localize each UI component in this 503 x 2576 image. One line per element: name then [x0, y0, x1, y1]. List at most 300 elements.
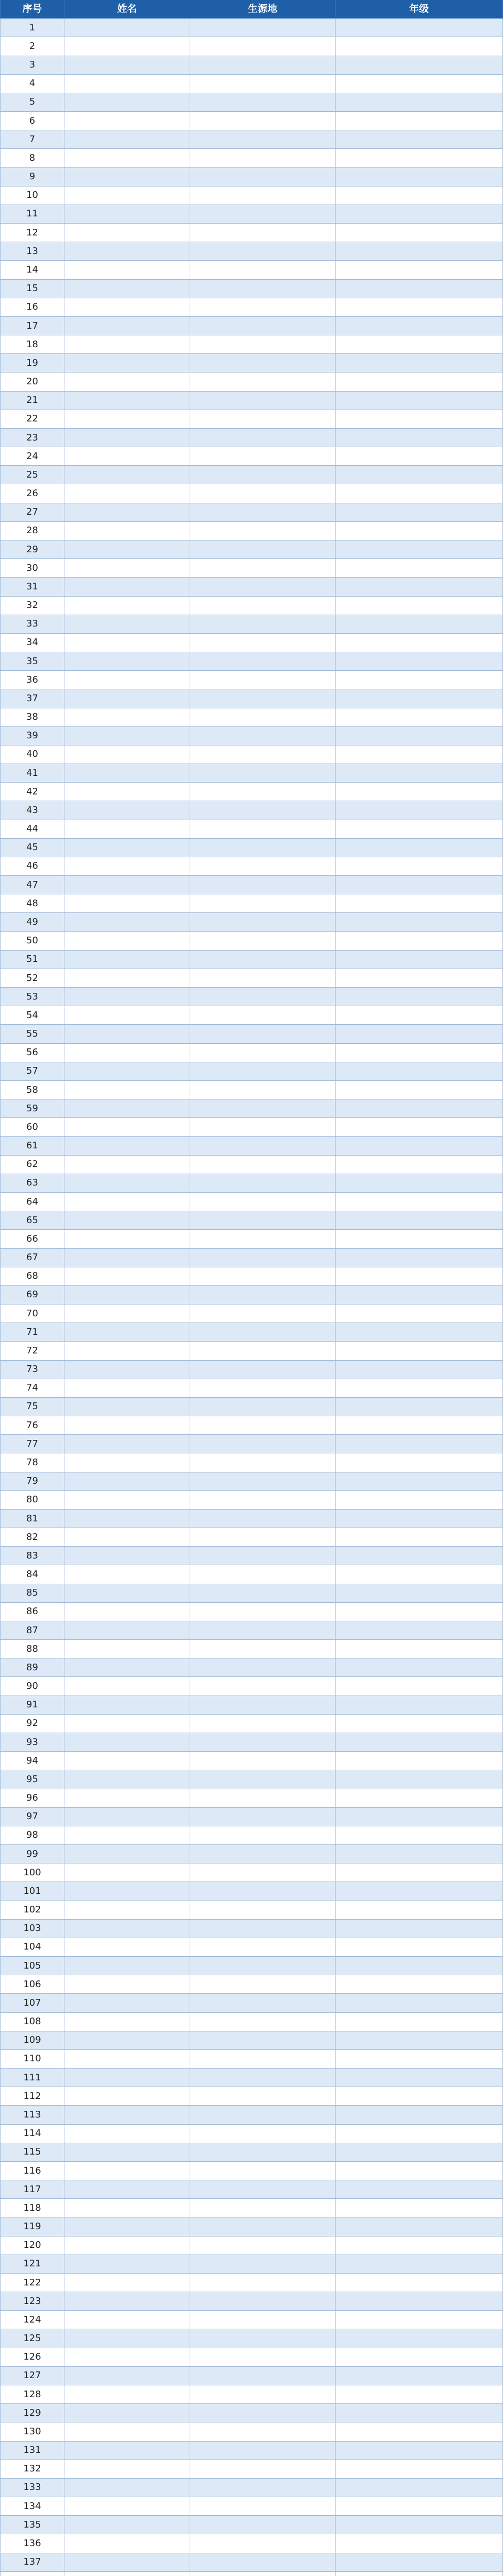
table-row: [0, 1808, 503, 1826]
row-index-cell: 7: [0, 130, 64, 149]
table-row: [0, 1845, 503, 1863]
student-grade-cell: [336, 2572, 503, 2576]
student-origin-cell: [190, 2422, 336, 2441]
student-origin-cell: [190, 2125, 336, 2143]
student-grade-cell: [336, 1062, 503, 1081]
student-origin-cell: [190, 2553, 336, 2572]
student-origin-cell: [190, 615, 336, 634]
row-index-cell: 64: [0, 1193, 64, 1211]
student-name-cell: [64, 2422, 190, 2441]
student-name-cell: [64, 1435, 190, 1453]
row-index-cell: 71: [0, 1323, 64, 1342]
table-row: [0, 801, 503, 820]
student-name-cell: [64, 1230, 190, 1248]
student-grade-cell: [336, 1211, 503, 1230]
table-row: [0, 1901, 503, 1920]
row-index-cell: 11: [0, 205, 64, 224]
row-index-cell: 62: [0, 1156, 64, 1174]
student-name-cell: [64, 1938, 190, 1957]
table-row: [0, 1677, 503, 1696]
table-row: [0, 503, 503, 522]
student-name-cell: [64, 969, 190, 988]
table-row: [0, 2292, 503, 2311]
student-origin-cell: [190, 2311, 336, 2329]
student-name-cell: [64, 1137, 190, 1155]
student-name-cell: [64, 2106, 190, 2124]
table-row: [0, 1062, 503, 1081]
row-index-cell: 110: [0, 2050, 64, 2069]
table-row: [0, 1603, 503, 1621]
student-origin-cell: [190, 372, 336, 391]
student-origin-cell: [190, 2031, 336, 2050]
student-name-cell: [64, 1118, 190, 1137]
student-origin-cell: [190, 2217, 336, 2236]
row-index-cell: 96: [0, 1789, 64, 1808]
row-index-cell: 129: [0, 2404, 64, 2422]
table-row: [0, 2516, 503, 2534]
row-index-cell: 13: [0, 242, 64, 261]
student-grade-cell: [336, 484, 503, 503]
student-origin-cell: [190, 1342, 336, 1360]
student-name-cell: [64, 168, 190, 187]
student-grade-cell: [336, 2553, 503, 2572]
student-grade-cell: [336, 894, 503, 913]
table-row: [0, 1491, 503, 1510]
student-name-cell: [64, 149, 190, 167]
table-row: [0, 317, 503, 335]
student-name-cell: [64, 187, 190, 205]
student-name-cell: [64, 2255, 190, 2274]
student-name-cell: [64, 484, 190, 503]
student-origin-cell: [190, 2329, 336, 2348]
table-row: [0, 2460, 503, 2479]
table-row: [0, 1975, 503, 1994]
table-row: [0, 429, 503, 447]
student-grade-cell: [336, 1994, 503, 2012]
row-index-cell: 41: [0, 764, 64, 783]
student-grade-cell: [336, 1547, 503, 1565]
table-row: [0, 1137, 503, 1155]
student-origin-cell: [190, 2236, 336, 2255]
student-origin-cell: [190, 1603, 336, 1621]
table-row: [0, 2442, 503, 2460]
student-name-cell: [64, 1044, 190, 1062]
student-name-cell: [64, 1249, 190, 1267]
table-row: [0, 2572, 503, 2576]
student-name-cell: [64, 2385, 190, 2404]
row-index-cell: 40: [0, 745, 64, 764]
student-name-cell: [64, 2442, 190, 2460]
table-row: [0, 2422, 503, 2441]
student-grade-cell: [336, 2348, 503, 2367]
student-origin-cell: [190, 1975, 336, 1994]
table-row: [0, 1472, 503, 1491]
student-grade-cell: [336, 1491, 503, 1510]
student-grade-cell: [336, 392, 503, 410]
student-name-cell: [64, 2087, 190, 2106]
student-grade-cell: [336, 2106, 503, 2124]
student-origin-cell: [190, 1882, 336, 1901]
table-row: [0, 1882, 503, 1901]
student-grade-cell: [336, 205, 503, 224]
row-index-cell: 95: [0, 1770, 64, 1789]
student-name-cell: [64, 1882, 190, 1901]
table-row: [0, 112, 503, 130]
table-row: [0, 1398, 503, 1416]
row-index-cell: 32: [0, 597, 64, 615]
student-origin-cell: [190, 168, 336, 187]
student-origin-cell: [190, 410, 336, 429]
student-grade-cell: [336, 1677, 503, 1696]
student-grade-cell: [336, 2087, 503, 2106]
student-grade-cell: [336, 969, 503, 988]
student-grade-cell: [336, 372, 503, 391]
table-row: [0, 988, 503, 1006]
student-name-cell: [64, 1901, 190, 1920]
row-index-cell: 51: [0, 951, 64, 969]
row-index-cell: 29: [0, 540, 64, 559]
student-origin-cell: [190, 19, 336, 37]
student-origin-cell: [190, 783, 336, 801]
student-name-cell: [64, 1957, 190, 1975]
student-grade-cell: [336, 2516, 503, 2534]
student-grade-cell: [336, 727, 503, 745]
row-index-cell: 84: [0, 1565, 64, 1584]
row-index-cell: 136: [0, 2534, 64, 2553]
row-index-cell: 37: [0, 689, 64, 708]
student-grade-cell: [336, 932, 503, 951]
student-name-cell: [64, 1453, 190, 1472]
student-grade-cell: [336, 2013, 503, 2031]
student-origin-cell: [190, 484, 336, 503]
row-index-cell: 102: [0, 1901, 64, 1920]
student-grade-cell: [336, 37, 503, 56]
student-origin-cell: [190, 1547, 336, 1565]
student-origin-cell: [190, 1584, 336, 1603]
table-row: [0, 1435, 503, 1453]
student-grade-cell: [336, 2422, 503, 2441]
student-name-cell: [64, 689, 190, 708]
table-row: [0, 597, 503, 615]
table-row: [0, 1733, 503, 1752]
row-index-cell: 78: [0, 1453, 64, 1472]
student-origin-cell: [190, 671, 336, 689]
row-index-cell: 68: [0, 1267, 64, 1286]
row-index-cell: 81: [0, 1510, 64, 1528]
row-index-cell: 17: [0, 317, 64, 335]
row-index-cell: 9: [0, 168, 64, 187]
row-index-cell: 89: [0, 1658, 64, 1677]
student-origin-cell: [190, 1565, 336, 1584]
student-name-cell: [64, 764, 190, 783]
table-row: [0, 689, 503, 708]
student-name-cell: [64, 1491, 190, 1510]
student-name-cell: [64, 1081, 190, 1099]
table-row: [0, 1379, 503, 1398]
row-index-cell: 5: [0, 93, 64, 112]
row-index-cell: 124: [0, 2311, 64, 2329]
student-grade-cell: [336, 242, 503, 261]
student-name-cell: [64, 2274, 190, 2292]
student-name-cell: [64, 1472, 190, 1491]
student-grade-cell: [336, 1323, 503, 1342]
row-index-cell: 94: [0, 1752, 64, 1770]
student-grade-cell: [336, 2199, 503, 2217]
student-grade-cell: [336, 708, 503, 727]
student-name-cell: [64, 1006, 190, 1025]
table-row: [0, 522, 503, 540]
header-cell-name: 姓名: [64, 0, 190, 19]
row-index-cell: 24: [0, 447, 64, 466]
student-grade-cell: [336, 1304, 503, 1323]
student-name-cell: [64, 839, 190, 857]
table-row: [0, 2013, 503, 2031]
student-grade-cell: [336, 261, 503, 279]
table-row: [0, 783, 503, 801]
student-name-cell: [64, 2497, 190, 2516]
table-row: [0, 634, 503, 652]
row-index-cell: 135: [0, 2516, 64, 2534]
student-origin-cell: [190, 130, 336, 149]
table-row: [0, 559, 503, 578]
student-origin-cell: [190, 932, 336, 951]
student-grade-cell: [336, 1640, 503, 1658]
student-origin-cell: [190, 2460, 336, 2479]
student-name-cell: [64, 2572, 190, 2576]
table-row: [0, 372, 503, 391]
table-row: [0, 1118, 503, 1137]
student-origin-cell: [190, 1491, 336, 1510]
table-row: [0, 75, 503, 93]
student-name-cell: [64, 317, 190, 335]
table-row: [0, 2479, 503, 2497]
student-name-cell: [64, 1621, 190, 1640]
student-grade-cell: [336, 820, 503, 839]
table-row: [0, 1584, 503, 1603]
student-grade-cell: [336, 1193, 503, 1211]
student-grade-cell: [336, 2217, 503, 2236]
student-grade-cell: [336, 634, 503, 652]
student-name-cell: [64, 634, 190, 652]
table-row: [0, 2236, 503, 2255]
student-name-cell: [64, 1528, 190, 1547]
student-grade-cell: [336, 1957, 503, 1975]
table-row: [0, 2180, 503, 2199]
student-grade-cell: [336, 1267, 503, 1286]
student-name-cell: [64, 19, 190, 37]
row-index-cell: 108: [0, 2013, 64, 2031]
table-row: [0, 652, 503, 671]
student-origin-cell: [190, 1267, 336, 1286]
row-index-cell: 119: [0, 2217, 64, 2236]
student-grade-cell: [336, 671, 503, 689]
row-index-cell: 1: [0, 19, 64, 37]
row-index-cell: 76: [0, 1416, 64, 1435]
student-origin-cell: [190, 2069, 336, 2087]
row-index-cell: 120: [0, 2236, 64, 2255]
row-index-cell: 60: [0, 1118, 64, 1137]
student-grade-cell: [336, 597, 503, 615]
student-name-cell: [64, 354, 190, 372]
row-index-cell: 38: [0, 708, 64, 727]
student-name-cell: [64, 1752, 190, 1770]
row-index-cell: 30: [0, 559, 64, 578]
student-grade-cell: [336, 56, 503, 75]
student-grade-cell: [336, 130, 503, 149]
student-origin-cell: [190, 634, 336, 652]
table-row: [0, 857, 503, 876]
row-index-cell: 65: [0, 1211, 64, 1230]
student-name-cell: [64, 372, 190, 391]
student-name-cell: [64, 1789, 190, 1808]
student-origin-cell: [190, 727, 336, 745]
student-grade-cell: [336, 1975, 503, 1994]
table-row: [0, 2553, 503, 2572]
table-row: [0, 2069, 503, 2087]
student-name-cell: [64, 392, 190, 410]
row-index-cell: 115: [0, 2143, 64, 2162]
student-name-cell: [64, 1286, 190, 1304]
student-origin-cell: [190, 1025, 336, 1043]
table-row: [0, 1304, 503, 1323]
student-grade-cell: [336, 1789, 503, 1808]
row-index-cell: 59: [0, 1099, 64, 1118]
student-grade-cell: [336, 280, 503, 298]
row-index-cell: 123: [0, 2292, 64, 2311]
student-origin-cell: [190, 335, 336, 354]
student-origin-cell: [190, 876, 336, 894]
row-index-cell: 57: [0, 1062, 64, 1081]
student-name-cell: [64, 1193, 190, 1211]
row-index-cell: 31: [0, 578, 64, 596]
table-row: [0, 466, 503, 484]
student-origin-cell: [190, 2442, 336, 2460]
student-name-cell: [64, 1099, 190, 1118]
table-row: [0, 484, 503, 503]
student-origin-cell: [190, 745, 336, 764]
table-row: [0, 2087, 503, 2106]
table-row: [0, 1044, 503, 1062]
student-origin-cell: [190, 764, 336, 783]
header-cell-index: 序号: [0, 0, 64, 19]
row-index-cell: 80: [0, 1491, 64, 1510]
student-origin-cell: [190, 1715, 336, 1733]
student-grade-cell: [336, 1137, 503, 1155]
student-origin-cell: [190, 1994, 336, 2012]
table-row: [0, 1696, 503, 1715]
table-row: [0, 820, 503, 839]
student-origin-cell: [190, 1901, 336, 1920]
table-row: [0, 951, 503, 969]
student-name-cell: [64, 1920, 190, 1938]
student-origin-cell: [190, 2050, 336, 2069]
student-grade-cell: [336, 1379, 503, 1398]
row-index-cell: 28: [0, 522, 64, 540]
student-origin-cell: [190, 317, 336, 335]
student-origin-cell: [190, 2572, 336, 2576]
table-row: [0, 224, 503, 242]
student-grade-cell: [336, 2311, 503, 2329]
row-index-cell: 104: [0, 1938, 64, 1957]
student-origin-cell: [190, 2292, 336, 2311]
student-grade-cell: [336, 876, 503, 894]
student-origin-cell: [190, 2404, 336, 2422]
row-index-cell: 130: [0, 2422, 64, 2441]
student-name-cell: [64, 1267, 190, 1286]
row-index-cell: 131: [0, 2442, 64, 2460]
row-index-cell: 58: [0, 1081, 64, 1099]
table-row: [0, 1174, 503, 1193]
student-grade-cell: [336, 2442, 503, 2460]
student-origin-cell: [190, 354, 336, 372]
student-origin-cell: [190, 1472, 336, 1491]
student-origin-cell: [190, 1528, 336, 1547]
table-row: [0, 447, 503, 466]
student-origin-cell: [190, 597, 336, 615]
table-row: [0, 149, 503, 167]
student-name-cell: [64, 1565, 190, 1584]
student-name-cell: [64, 1361, 190, 1379]
student-grade-cell: [336, 1472, 503, 1491]
student-name-cell: [64, 615, 190, 634]
student-origin-cell: [190, 1435, 336, 1453]
student-name-cell: [64, 783, 190, 801]
student-origin-cell: [190, 969, 336, 988]
table-row: [0, 1957, 503, 1975]
row-index-cell: 48: [0, 894, 64, 913]
student-name-cell: [64, 280, 190, 298]
student-origin-cell: [190, 1808, 336, 1826]
table-row: [0, 261, 503, 279]
student-grade-cell: [336, 1882, 503, 1901]
table-row: [0, 727, 503, 745]
student-name-cell: [64, 2125, 190, 2143]
table-row: [0, 894, 503, 913]
student-grade-cell: [336, 1603, 503, 1621]
student-grade-cell: [336, 2069, 503, 2087]
row-index-cell: 91: [0, 1696, 64, 1715]
table-row: [0, 913, 503, 931]
row-index-cell: 35: [0, 652, 64, 671]
student-grade-cell: [336, 1361, 503, 1379]
row-index-cell: 47: [0, 876, 64, 894]
student-name-cell: [64, 1696, 190, 1715]
table-row: [0, 2217, 503, 2236]
student-grade-cell: [336, 1174, 503, 1193]
table-row: [0, 2329, 503, 2348]
student-origin-cell: [190, 298, 336, 317]
row-index-cell: 92: [0, 1715, 64, 1733]
table-row: [0, 1621, 503, 1640]
row-index-cell: 75: [0, 1398, 64, 1416]
student-origin-cell: [190, 2385, 336, 2404]
row-index-cell: 134: [0, 2497, 64, 2516]
student-grade-cell: [336, 1621, 503, 1640]
table-row: [0, 187, 503, 205]
student-name-cell: [64, 745, 190, 764]
student-grade-cell: [336, 988, 503, 1006]
student-name-cell: [64, 876, 190, 894]
student-grade-cell: [336, 224, 503, 242]
student-grade-cell: [336, 1938, 503, 1957]
row-index-cell: 93: [0, 1733, 64, 1752]
student-origin-cell: [190, 1099, 336, 1118]
student-grade-cell: [336, 1658, 503, 1677]
student-grade-cell: [336, 2125, 503, 2143]
student-grade-cell: [336, 522, 503, 540]
student-origin-cell: [190, 447, 336, 466]
table-row: [0, 2199, 503, 2217]
